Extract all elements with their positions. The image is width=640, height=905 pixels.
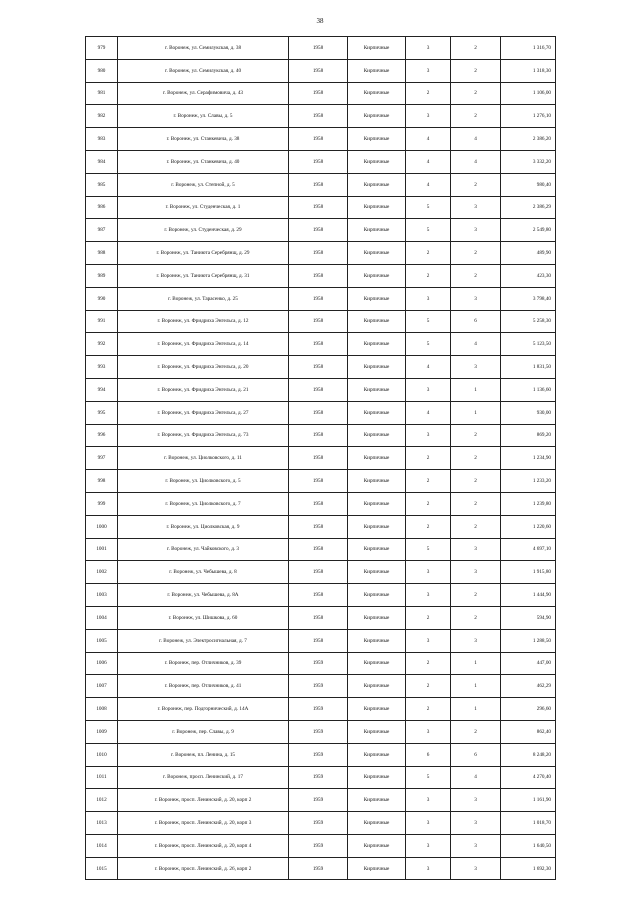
entrances-cell: 2 — [451, 173, 501, 196]
wall-material-cell: Кирпичные — [348, 720, 406, 743]
address-cell: г. Воронеж, ул. Станкевича, д. 38 — [118, 128, 289, 151]
year-cell: 1958 — [289, 447, 348, 470]
address-cell: г. Воронеж, ул. Шишкова, д. 60 — [118, 606, 289, 629]
row-number: 998 — [86, 470, 118, 493]
entrances-cell: 2 — [451, 264, 501, 287]
table-row — [86, 789, 556, 812]
area-cell: 1 915,80 — [501, 561, 556, 584]
area-cell: 862,40 — [501, 720, 556, 743]
floors-cell: 4 — [406, 356, 451, 379]
wall-material-cell: Кирпичные — [348, 561, 406, 584]
entrances-cell: 3 — [451, 857, 501, 880]
table-row — [86, 82, 556, 105]
wall-material-cell: Кирпичные — [348, 150, 406, 173]
wall-material-cell: Кирпичные — [348, 766, 406, 789]
address-cell: г. Воронеж, просп. Ленинский, д. 20, корп 4 — [118, 834, 289, 857]
year-cell: 1958 — [289, 173, 348, 196]
row-number: 990 — [86, 287, 118, 310]
table-row — [86, 652, 556, 675]
year-cell: 1959 — [289, 652, 348, 675]
floors-cell: 4 — [406, 150, 451, 173]
entrances-cell: 1 — [451, 401, 501, 424]
floors-cell: 3 — [406, 834, 451, 857]
floors-cell: 3 — [406, 287, 451, 310]
wall-material-cell: Кирпичные — [348, 424, 406, 447]
wall-material-cell: Кирпичные — [348, 743, 406, 766]
row-number: 989 — [86, 264, 118, 287]
area-cell: 1 220,60 — [501, 515, 556, 538]
area-cell: 489,90 — [501, 242, 556, 265]
address-cell: г. Воронеж, ул. Таниюта Серебрянщ, д. 29 — [118, 242, 289, 265]
entrances-cell: 6 — [451, 310, 501, 333]
wall-material-cell: Кирпичные — [348, 264, 406, 287]
entrances-cell: 2 — [451, 242, 501, 265]
table-row — [86, 606, 556, 629]
row-number: 1009 — [86, 720, 118, 743]
area-cell: 1 161,90 — [501, 789, 556, 812]
address-cell: г. Воронеж, просп. Ленинский, д. 20, корп 3 — [118, 812, 289, 835]
wall-material-cell: Кирпичные — [348, 447, 406, 470]
entrances-cell: 1 — [451, 378, 501, 401]
wall-material-cell: Кирпичные — [348, 310, 406, 333]
area-cell: 1 288,50 — [501, 629, 556, 652]
entrances-cell: 3 — [451, 561, 501, 584]
year-cell: 1958 — [289, 150, 348, 173]
area-cell: 1 640,50 — [501, 834, 556, 857]
floors-cell: 3 — [406, 857, 451, 880]
row-number: 1004 — [86, 606, 118, 629]
address-cell: г. Воронеж, ул. Циолковская, д. 9 — [118, 515, 289, 538]
table-row — [86, 424, 556, 447]
wall-material-cell: Кирпичные — [348, 105, 406, 128]
wall-material-cell: Кирпичные — [348, 515, 406, 538]
address-cell: г. Воронеж, ул. Фридриха Энгельса, д. 12 — [118, 310, 289, 333]
address-cell: г. Воронеж, ул. Чебышева, д. 8А — [118, 584, 289, 607]
address-cell: г. Воронеж, просп. Ленинский, д. 20, корп 2 — [118, 789, 289, 812]
table-row — [86, 675, 556, 698]
entrances-cell: 3 — [451, 219, 501, 242]
wall-material-cell: Кирпичные — [348, 333, 406, 356]
entrances-cell: 3 — [451, 789, 501, 812]
area-cell: 1 106,00 — [501, 82, 556, 105]
address-cell: г. Воронеж, ул. Тарасенко, д. 25 — [118, 287, 289, 310]
entrances-cell: 3 — [451, 538, 501, 561]
floors-cell: 3 — [406, 37, 451, 60]
table-row — [86, 242, 556, 265]
area-cell: 4 270,40 — [501, 766, 556, 789]
entrances-cell: 2 — [451, 584, 501, 607]
area-cell: 930,00 — [501, 401, 556, 424]
row-number: 1000 — [86, 515, 118, 538]
area-cell: 4 697,10 — [501, 538, 556, 561]
year-cell: 1958 — [289, 287, 348, 310]
address-cell: г. Воронеж, ул. Электросигнальная, д. 7 — [118, 629, 289, 652]
floors-cell: 5 — [406, 333, 451, 356]
address-cell: г. Воронеж, ул. Фридриха Энгельса, д. 14 — [118, 333, 289, 356]
table-row — [86, 492, 556, 515]
table-row — [86, 447, 556, 470]
table-row — [86, 470, 556, 493]
wall-material-cell: Кирпичные — [348, 219, 406, 242]
floors-cell: 2 — [406, 470, 451, 493]
area-cell: 594,90 — [501, 606, 556, 629]
table-row — [86, 401, 556, 424]
table-row — [86, 310, 556, 333]
table-row — [86, 356, 556, 379]
row-number: 1005 — [86, 629, 118, 652]
floors-cell: 2 — [406, 492, 451, 515]
area-cell: 980,40 — [501, 173, 556, 196]
row-number: 1013 — [86, 812, 118, 835]
entrances-cell: 3 — [451, 629, 501, 652]
address-cell: г. Воронеж, пер. Славы, д. 9 — [118, 720, 289, 743]
area-cell: 2 549,80 — [501, 219, 556, 242]
wall-material-cell: Кирпичные — [348, 287, 406, 310]
table-row — [86, 196, 556, 219]
floors-cell: 2 — [406, 82, 451, 105]
address-cell: г. Воронеж, ул. Станкевича, д. 40 — [118, 150, 289, 173]
row-number: 999 — [86, 492, 118, 515]
wall-material-cell: Кирпичные — [348, 812, 406, 835]
year-cell: 1958 — [289, 606, 348, 629]
floors-cell: 6 — [406, 743, 451, 766]
table-row — [86, 264, 556, 287]
entrances-cell: 2 — [451, 37, 501, 60]
area-cell: 462,29 — [501, 675, 556, 698]
wall-material-cell: Кирпичные — [348, 629, 406, 652]
table-row — [86, 173, 556, 196]
entrances-cell: 2 — [451, 105, 501, 128]
row-number: 996 — [86, 424, 118, 447]
floors-cell: 3 — [406, 105, 451, 128]
area-cell: 869,20 — [501, 424, 556, 447]
floors-cell: 3 — [406, 59, 451, 82]
area-cell: 3 798,40 — [501, 287, 556, 310]
wall-material-cell: Кирпичные — [348, 37, 406, 60]
row-number: 1010 — [86, 743, 118, 766]
wall-material-cell: Кирпичные — [348, 492, 406, 515]
row-number: 1007 — [86, 675, 118, 698]
floors-cell: 4 — [406, 173, 451, 196]
floors-cell: 2 — [406, 675, 451, 698]
address-cell: г. Воронеж, ул. Семилукская, д. 40 — [118, 59, 289, 82]
area-cell: 447,00 — [501, 652, 556, 675]
wall-material-cell: Кирпичные — [348, 584, 406, 607]
table-row — [86, 287, 556, 310]
table-row — [86, 698, 556, 721]
year-cell: 1958 — [289, 356, 348, 379]
wall-material-cell: Кирпичные — [348, 128, 406, 151]
year-cell: 1958 — [289, 470, 348, 493]
area-cell: 1 018,70 — [501, 812, 556, 835]
floors-cell: 3 — [406, 561, 451, 584]
year-cell: 1958 — [289, 196, 348, 219]
wall-material-cell: Кирпичные — [348, 173, 406, 196]
address-cell: г. Воронеж, пер. Подгорнический, д. 14А — [118, 698, 289, 721]
address-cell: г. Воронеж, пер. Отличников, д. 41 — [118, 675, 289, 698]
page-number: 38 — [316, 17, 324, 25]
year-cell: 1958 — [289, 37, 348, 60]
wall-material-cell: Кирпичные — [348, 378, 406, 401]
year-cell: 1958 — [289, 424, 348, 447]
year-cell: 1959 — [289, 834, 348, 857]
entrances-cell: 3 — [451, 812, 501, 835]
table-row — [86, 150, 556, 173]
year-cell: 1958 — [289, 219, 348, 242]
floors-cell: 2 — [406, 264, 451, 287]
address-cell: г. Воронеж, ул. Славы, д. 5 — [118, 105, 289, 128]
floors-cell: 2 — [406, 652, 451, 675]
address-cell: г. Воронеж, ул. Фридриха Энгельса, д. 73 — [118, 424, 289, 447]
year-cell: 1958 — [289, 584, 348, 607]
floors-cell: 5 — [406, 538, 451, 561]
wall-material-cell: Кирпичные — [348, 356, 406, 379]
wall-material-cell: Кирпичные — [348, 401, 406, 424]
entrances-cell: 3 — [451, 196, 501, 219]
area-cell: 1 233,20 — [501, 470, 556, 493]
floors-cell: 2 — [406, 606, 451, 629]
floors-cell: 4 — [406, 128, 451, 151]
address-cell: г. Воронеж, ул. Серафимовича, д. 43 — [118, 82, 289, 105]
year-cell: 1958 — [289, 128, 348, 151]
row-number: 984 — [86, 150, 118, 173]
wall-material-cell: Кирпичные — [348, 675, 406, 698]
address-cell: г. Воронеж, ул. Фридриха Энгельса, д. 27 — [118, 401, 289, 424]
row-number: 994 — [86, 378, 118, 401]
row-number: 980 — [86, 59, 118, 82]
floors-cell: 5 — [406, 310, 451, 333]
year-cell: 1958 — [289, 105, 348, 128]
address-cell: г. Воронеж, пер. Отличников, д. 39 — [118, 652, 289, 675]
address-cell: г. Воронеж, ул. Таниюта Серебрянщ, д. 31 — [118, 264, 289, 287]
entrances-cell: 2 — [451, 470, 501, 493]
area-cell: 1 692,30 — [501, 857, 556, 880]
year-cell: 1959 — [289, 789, 348, 812]
year-cell: 1958 — [289, 378, 348, 401]
floors-cell: 2 — [406, 515, 451, 538]
table-row — [86, 812, 556, 835]
area-cell: 1 444,90 — [501, 584, 556, 607]
area-cell: 3 332,20 — [501, 150, 556, 173]
entrances-cell: 3 — [451, 356, 501, 379]
address-cell: г. Воронеж, ул. Студенческая, д. 1 — [118, 196, 289, 219]
area-cell: 1 318,30 — [501, 59, 556, 82]
entrances-cell: 4 — [451, 766, 501, 789]
row-number: 982 — [86, 105, 118, 128]
wall-material-cell: Кирпичные — [348, 538, 406, 561]
year-cell: 1959 — [289, 812, 348, 835]
entrances-cell: 1 — [451, 652, 501, 675]
year-cell: 1959 — [289, 675, 348, 698]
area-cell: 2 386,20 — [501, 128, 556, 151]
table-row — [86, 834, 556, 857]
table-row — [86, 561, 556, 584]
wall-material-cell: Кирпичные — [348, 834, 406, 857]
area-cell: 296,60 — [501, 698, 556, 721]
area-cell: 8 248,20 — [501, 743, 556, 766]
entrances-cell: 1 — [451, 675, 501, 698]
row-number: 997 — [86, 447, 118, 470]
year-cell: 1958 — [289, 59, 348, 82]
area-cell: 1 234,90 — [501, 447, 556, 470]
floors-cell: 3 — [406, 378, 451, 401]
table-row — [86, 128, 556, 151]
row-number: 1002 — [86, 561, 118, 584]
wall-material-cell: Кирпичные — [348, 857, 406, 880]
floors-cell: 2 — [406, 698, 451, 721]
floors-cell: 3 — [406, 789, 451, 812]
row-number: 981 — [86, 82, 118, 105]
table-row — [86, 629, 556, 652]
address-cell: г. Воронеж, ул. Степной, д. 5 — [118, 173, 289, 196]
year-cell: 1959 — [289, 766, 348, 789]
entrances-cell: 4 — [451, 333, 501, 356]
entrances-cell: 2 — [451, 82, 501, 105]
row-number: 1014 — [86, 834, 118, 857]
address-cell: г. Воронеж, просп. Ленинский, д. 17 — [118, 766, 289, 789]
entrances-cell: 2 — [451, 515, 501, 538]
year-cell: 1958 — [289, 492, 348, 515]
floors-cell: 3 — [406, 720, 451, 743]
row-number: 1006 — [86, 652, 118, 675]
address-cell: г. Воронеж, ул. Чайковского, д. 3 — [118, 538, 289, 561]
table-row — [86, 538, 556, 561]
floors-cell: 3 — [406, 424, 451, 447]
row-number: 986 — [86, 196, 118, 219]
year-cell: 1958 — [289, 310, 348, 333]
wall-material-cell: Кирпичные — [348, 242, 406, 265]
floors-cell: 5 — [406, 219, 451, 242]
area-cell: 2 386,29 — [501, 196, 556, 219]
area-cell: 1 239,80 — [501, 492, 556, 515]
area-cell: 1 276,10 — [501, 105, 556, 128]
area-cell: 1 136,60 — [501, 378, 556, 401]
wall-material-cell: Кирпичные — [348, 59, 406, 82]
address-cell: г. Воронеж, ул. Семилукская, д. 38 — [118, 37, 289, 60]
floors-cell: 3 — [406, 584, 451, 607]
year-cell: 1958 — [289, 401, 348, 424]
floors-cell: 5 — [406, 196, 451, 219]
year-cell: 1958 — [289, 242, 348, 265]
table-row — [86, 378, 556, 401]
entrances-cell: 1 — [451, 698, 501, 721]
wall-material-cell: Кирпичные — [348, 196, 406, 219]
wall-material-cell: Кирпичные — [348, 606, 406, 629]
floors-cell: 5 — [406, 766, 451, 789]
row-number: 991 — [86, 310, 118, 333]
row-number: 993 — [86, 356, 118, 379]
table-row — [86, 766, 556, 789]
area-cell: 423,30 — [501, 264, 556, 287]
year-cell: 1958 — [289, 82, 348, 105]
address-cell: г. Воронеж, ул. Циолковского, д. 5 — [118, 470, 289, 493]
area-cell: 1 316,70 — [501, 37, 556, 60]
entrances-cell: 2 — [451, 424, 501, 447]
row-number: 1008 — [86, 698, 118, 721]
year-cell: 1958 — [289, 333, 348, 356]
row-number: 985 — [86, 173, 118, 196]
table-row — [86, 857, 556, 880]
address-cell: г. Воронеж, пл. Ленина, д. 15 — [118, 743, 289, 766]
row-number: 1015 — [86, 857, 118, 880]
entrances-cell: 3 — [451, 287, 501, 310]
year-cell: 1959 — [289, 857, 348, 880]
table-row — [86, 219, 556, 242]
area-cell: 5 123,50 — [501, 333, 556, 356]
floors-cell: 4 — [406, 401, 451, 424]
address-cell: г. Воронеж, ул. Чебышева, д. 8 — [118, 561, 289, 584]
address-cell: г. Воронеж, просп. Ленинский, д. 26, корп 2 — [118, 857, 289, 880]
wall-material-cell: Кирпичные — [348, 652, 406, 675]
table-row — [86, 720, 556, 743]
table-row — [86, 333, 556, 356]
entrances-cell: 4 — [451, 128, 501, 151]
table-row — [86, 515, 556, 538]
entrances-cell: 3 — [451, 834, 501, 857]
wall-material-cell: Кирпичные — [348, 82, 406, 105]
row-number: 987 — [86, 219, 118, 242]
year-cell: 1959 — [289, 720, 348, 743]
row-number: 1011 — [86, 766, 118, 789]
year-cell: 1959 — [289, 698, 348, 721]
floors-cell: 2 — [406, 242, 451, 265]
year-cell: 1958 — [289, 561, 348, 584]
area-cell: 5 258,30 — [501, 310, 556, 333]
year-cell: 1958 — [289, 629, 348, 652]
entrances-cell: 4 — [451, 150, 501, 173]
row-number: 983 — [86, 128, 118, 151]
table-row — [86, 743, 556, 766]
entrances-cell: 2 — [451, 492, 501, 515]
address-cell: г. Воронеж, ул. Студенческая, д. 29 — [118, 219, 289, 242]
table-row — [86, 37, 556, 60]
row-number: 979 — [86, 37, 118, 60]
floors-cell: 3 — [406, 629, 451, 652]
entrances-cell: 2 — [451, 447, 501, 470]
wall-material-cell: Кирпичные — [348, 470, 406, 493]
housing-registry-table — [85, 36, 556, 880]
wall-material-cell: Кирпичные — [348, 789, 406, 812]
floors-cell: 2 — [406, 447, 451, 470]
entrances-cell: 2 — [451, 606, 501, 629]
table-row — [86, 584, 556, 607]
row-number: 1001 — [86, 538, 118, 561]
floors-cell: 3 — [406, 812, 451, 835]
table-row — [86, 59, 556, 82]
entrances-cell: 6 — [451, 743, 501, 766]
row-number: 995 — [86, 401, 118, 424]
year-cell: 1958 — [289, 264, 348, 287]
wall-material-cell: Кирпичные — [348, 698, 406, 721]
year-cell: 1958 — [289, 515, 348, 538]
row-number: 1003 — [86, 584, 118, 607]
entrances-cell: 2 — [451, 59, 501, 82]
address-cell: г. Воронеж, ул. Циолковского, д. 11 — [118, 447, 289, 470]
row-number: 988 — [86, 242, 118, 265]
entrances-cell: 2 — [451, 720, 501, 743]
table-row — [86, 105, 556, 128]
address-cell: г. Воронеж, ул. Циолковского, д. 7 — [118, 492, 289, 515]
address-cell: г. Воронеж, ул. Фридриха Энгельса, д. 21 — [118, 378, 289, 401]
table-body — [86, 37, 556, 880]
year-cell: 1959 — [289, 743, 348, 766]
row-number: 1012 — [86, 789, 118, 812]
address-cell: г. Воронеж, ул. Фридриха Энгельса, д. 20 — [118, 356, 289, 379]
area-cell: 1 831,50 — [501, 356, 556, 379]
row-number: 992 — [86, 333, 118, 356]
year-cell: 1958 — [289, 538, 348, 561]
